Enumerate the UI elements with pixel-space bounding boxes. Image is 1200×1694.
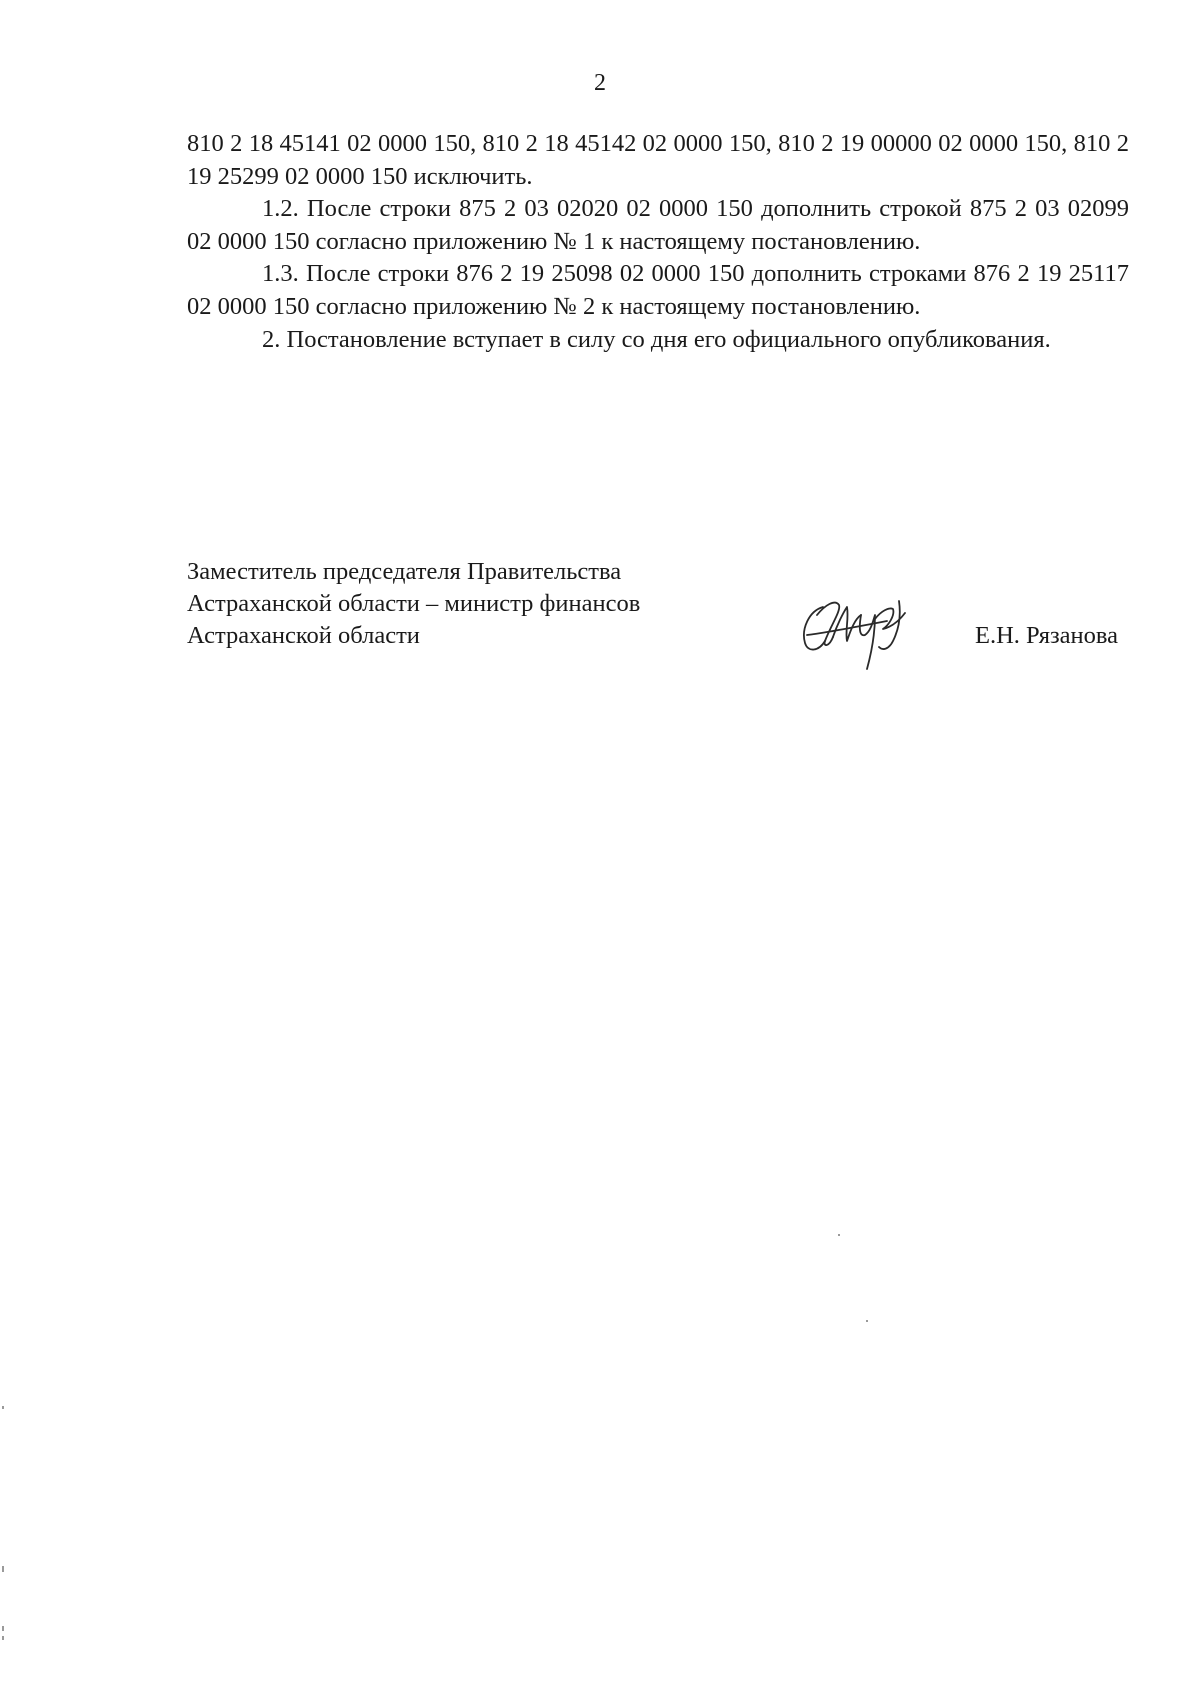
- signer-name: Е.Н. Рязанова: [975, 622, 1119, 649]
- signatory-title-line: Астраханской области – министр финансов: [187, 590, 641, 617]
- paragraph-2: 2. Постановление вступает в силу со дня его официального опубликования.: [262, 325, 1051, 353]
- signatory-title-line: Заместитель председателя Правительства: [187, 558, 622, 585]
- signatory-title-line: Астраханской области: [187, 622, 420, 649]
- paragraph-exclusion-list: 810 2 18 45141 02 0000 150, 810 2 18 45142 02 0000 150, 810 2 19 00000 02 0000 150, 810 2 19 25299 02 0000 150 исключить.: [187, 130, 1129, 190]
- paragraph-1-2: 1.2. После строки 875 2 03 02020 02 0000 150 дополнить строкой 875 2 03 02099 02 0000 150 согласно приложению № 1 к настоящему постановлению.: [187, 195, 1129, 255]
- handwritten-signature: [795, 585, 925, 675]
- paragraph-1-3: 1.3. После строки 876 2 19 25098 02 0000 150 дополнить строками 876 2 19 25117 02 0000 150 согласно приложению № 2 к настоящему постановлению.: [187, 260, 1129, 320]
- page-number: 2: [594, 70, 606, 96]
- document-body: [187, 128, 1129, 356]
- signatory-title: [187, 556, 640, 652]
